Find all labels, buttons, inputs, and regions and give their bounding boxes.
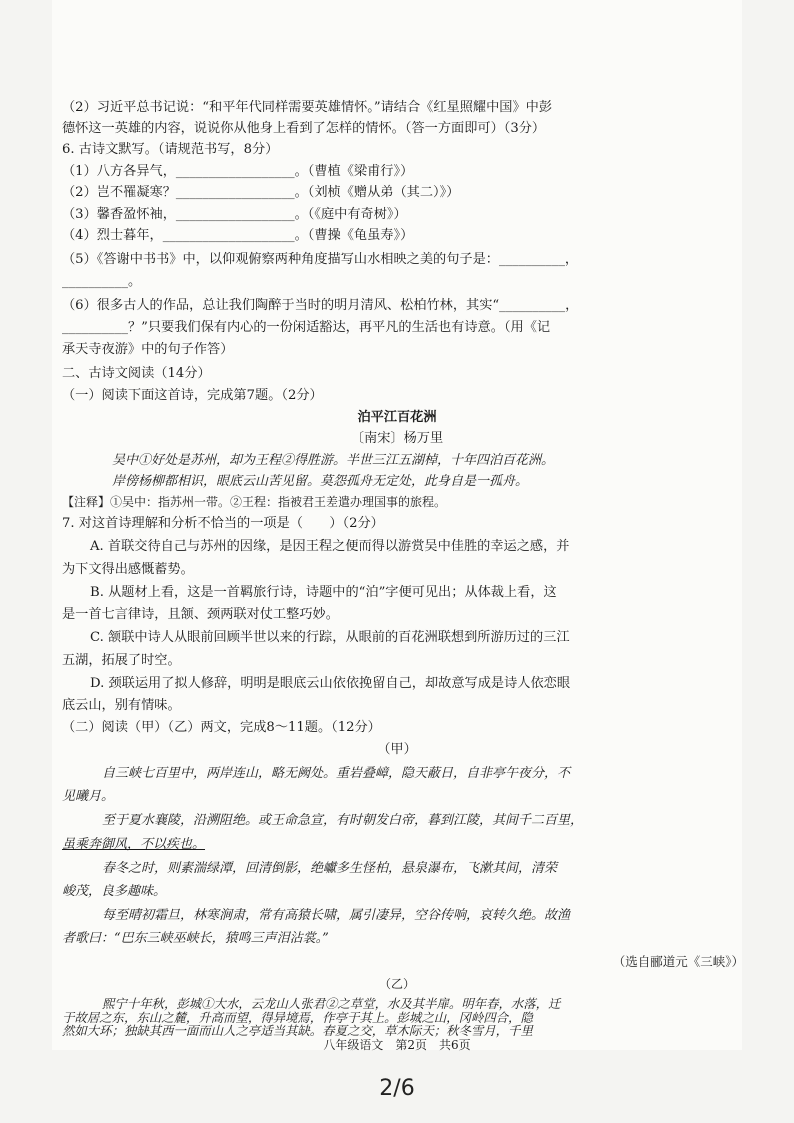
passage-source: （选自郦道元《三峡》）: [612, 954, 744, 969]
option-d-cont: 底云山，别有情味。: [62, 698, 181, 713]
option-a: A. 首联交待自己与苏州的因缘，是因王程之便而得以游赏吴中佳胜的幸运之感，并: [90, 539, 570, 554]
option-b-cont: 是一首七言律诗，且颔、颈两联对仗工整巧妙。: [62, 607, 339, 622]
passage-line: 然如大环；独缺其西一面而山人之亭适当其缺。春夏之交，草木际天；秋冬雪月，千里: [62, 1023, 533, 1038]
poem-line: 吴中①好处是苏州，却为王程②得胜游。半世三江五湖棹，十年四泊百花洲。: [112, 453, 555, 468]
text-line: （1）八方各异气，__________________。（曹植《梁甫行》）: [62, 164, 414, 179]
passage-line: 峻茂，良多趣味。: [62, 884, 167, 899]
poem-title: 泊平江百花洲: [357, 410, 437, 425]
page-indicator: 2/6: [379, 1076, 415, 1101]
text-line: （3）馨香盈怀袖，__________________。（《庭中有奇树》）: [62, 207, 407, 222]
text-line: （5）《答谢中书书》中，以仰观俯察两种角度描写山水相映之美的句子是：__________，: [62, 252, 579, 267]
passage-line: 者歌曰：“巴东三峡巫峡长，猿鸣三声泪沾裳。”: [62, 931, 329, 946]
passage-line: 见曦月。: [62, 789, 115, 804]
option-c: C. 颔联中诗人从眼前回顾半世以来的行踪，从眼前的百花洲联想到所游历过的三江: [90, 630, 570, 645]
passage-line: 春冬之时，则素湍绿潭，回清倒影，绝巘多生怪柏，悬泉瀑布，飞漱其间，清荣: [102, 861, 558, 876]
poem-note: 【注释】①吴中：指苏州一带。②王程：指被君王差遣办理国事的旅程。: [62, 495, 447, 509]
text-line: （2）岂不罹凝寒？__________________。（刘桢《赠从弟（其二）》）: [62, 185, 460, 200]
text-line: （4）烈士暮年，____________________。（曹操《龟虽寿》）: [62, 228, 414, 243]
text-line: __________？”只要我们保有内心的一份闲适豁达，再平凡的生活也有诗意。（用《记: [62, 320, 551, 335]
subsection-heading: （二）阅读（甲）（乙）两文，完成8～11题。（12分）: [62, 720, 381, 735]
passage-line-underlined: 虽乘奔御风，不以疾也。: [62, 837, 206, 852]
text-line: 德怀这一英雄的内容，说说你从他身上看到了怎样的情怀。（答一方面即可）（3分）: [62, 121, 546, 136]
option-a-cont: 为下文得出感慨蓄势。: [62, 562, 194, 577]
text-line: 承天寺夜游》中的句子作答）: [62, 342, 234, 357]
option-d: D. 颈联运用了拟人修辞，明明是眼底云山依依挽留自己，却故意写成是诗人依恋眼: [90, 676, 571, 691]
passage-line: 至于夏水襄陵，沿溯阻绝。或王命急宣，有时朝发白帝，暮到江陵，其间千二百里，: [102, 813, 584, 828]
passage-jia-label: （甲）: [377, 742, 417, 757]
question-heading: 6. 古诗文默写。（请规范书写，8分）: [62, 142, 279, 157]
passage-line: 每至晴初霜旦，林寒涧肃，常有高猿长啸，属引凄异，空谷传响，哀转久绝。故渔: [102, 908, 571, 923]
question-7: 7. 对这首诗理解和分析不恰当的一项是（ ）（2分）: [62, 516, 384, 531]
passage-line: 于故居之东，东山之麓，升高而望，得异境焉，作亭于其上。彭城之山，冈岭四合，隐: [62, 1010, 533, 1025]
passage-yi-label: （乙）: [378, 977, 415, 991]
option-c-cont: 五湖，拓展了时空。: [62, 653, 181, 668]
poem-line: 岸傍杨柳都相识，眼底云山苦见留。莫怨孤舟无定处，此身自是一孤舟。: [112, 474, 529, 489]
subsection-heading: （一）阅读下面这首诗，完成第7题。（2分）: [62, 388, 323, 403]
passage-line: 熙宁十年秋，彭城①大水，云龙山人张君②之草堂，水及其半扉。明年春，水落，迁: [102, 996, 561, 1011]
page-footer: 八年级语文 第2页 共6页: [323, 1038, 471, 1052]
section-heading: 二、古诗文阅读（14分）: [62, 366, 211, 381]
text-line: （2）习近平总书记说：“和平年代同样需要英雄情怀。”请结合《红星照耀中国》中彭: [62, 100, 553, 115]
passage-line: 自三峡七百里中，两岸连山，略无阙处。重岩叠嶂，隐天蔽日，自非亭午夜分，不: [102, 766, 571, 781]
text-line: （6）很多古人的作品，总让我们陶醉于当时的明月清风、松柏竹林，其实“__________，: [62, 298, 579, 313]
poem-author: 〔南宋〕杨万里: [350, 431, 444, 446]
text-line: __________。: [62, 274, 142, 289]
option-b: B. 从题材上看，这是一首羁旅行诗，诗题中的“泊”字便可见出；从体裁上看，这: [90, 585, 557, 600]
